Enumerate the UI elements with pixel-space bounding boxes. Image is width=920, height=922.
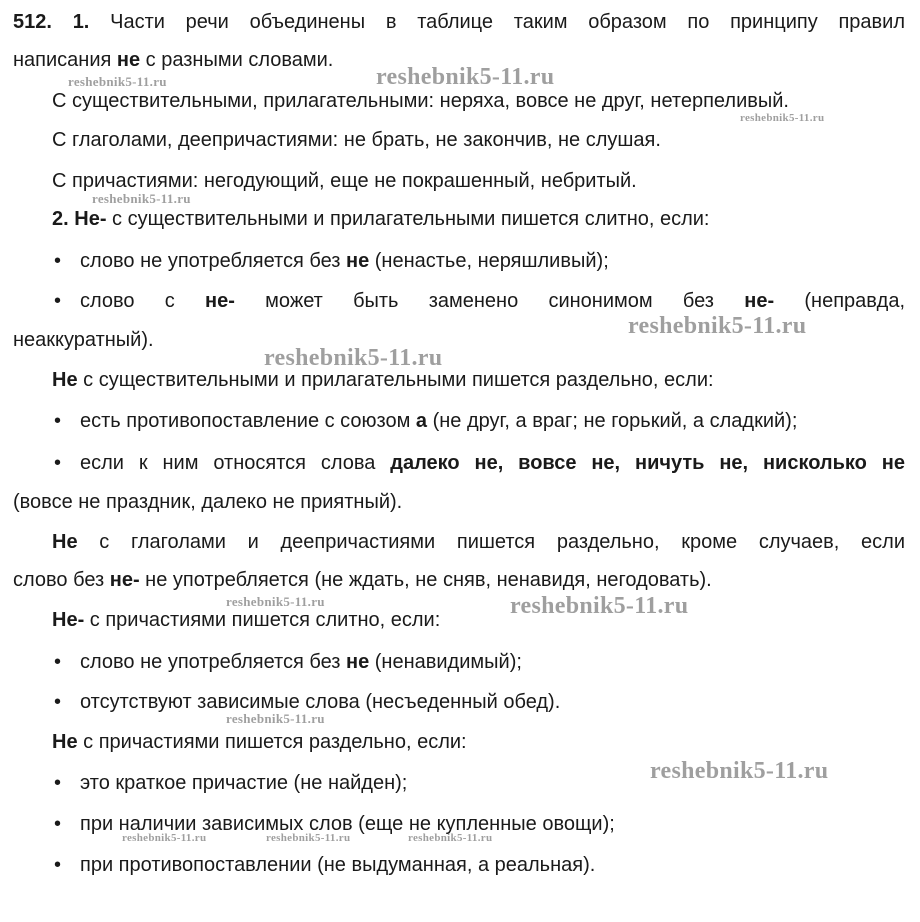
watermark: reshebnik5-11.ru bbox=[266, 832, 351, 844]
watermark: reshebnik5-11.ru bbox=[122, 832, 207, 844]
rule-heading-1: 2. Не- с существительными и прилагательными пишется слитно, если: bbox=[52, 208, 710, 230]
bullet-dot: • bbox=[54, 452, 62, 474]
watermark: reshebnik5-11.ru bbox=[376, 64, 555, 90]
row-participles: С причастиями: негодующий, еще не покрашенный, небритый. bbox=[52, 170, 637, 192]
watermark: reshebnik5-11.ru bbox=[92, 191, 191, 206]
watermark: reshebnik5-11.ru bbox=[264, 345, 443, 371]
rule-heading-3: Не с глаголами и деепричастиями пишется раздельно, кроме случаев, если bbox=[52, 531, 906, 553]
watermark: reshebnik5-11.ru bbox=[68, 74, 167, 89]
watermark: reshebnik5-11.ru bbox=[408, 832, 493, 844]
task-number: 512. bbox=[13, 11, 52, 33]
watermark: reshebnik5-11.ru bbox=[226, 594, 325, 609]
bullet-dot: • bbox=[54, 772, 62, 794]
rule-heading-4: Не- с причастиями пишется слитно, если: bbox=[52, 609, 441, 631]
bullet-dot: • bbox=[54, 813, 62, 835]
watermark: reshebnik5-11.ru bbox=[628, 313, 807, 339]
bullet-dot: • bbox=[54, 290, 62, 312]
watermark: reshebnik5-11.ru bbox=[650, 758, 829, 784]
bullet-dot: • bbox=[54, 854, 62, 876]
rule-heading-5: Не с причастиями пишется раздельно, если: bbox=[52, 731, 467, 753]
bullet-dot: • bbox=[54, 691, 62, 713]
bullet-dot: • bbox=[54, 250, 62, 272]
rule-heading-3-continuation: слово без не- не употребляется (не ждать, не сняв, ненавидя, негодовать). bbox=[13, 569, 712, 591]
bullet-item-4-continuation: (вовсе не праздник, далеко не приятный). bbox=[13, 491, 403, 513]
intro-text-a: Части речи объединены в таблице таким образом по принципу правил bbox=[110, 11, 906, 33]
row-verbs: С глаголами, деепричастиями: не брать, не закончив, не слушая. bbox=[52, 129, 661, 151]
watermark: reshebnik5-11.ru bbox=[740, 112, 825, 124]
rule-heading-2: Не с существительными и прилагательными пишется раздельно, если: bbox=[52, 369, 714, 391]
task-intro-line-2: написания не с разными словами. bbox=[13, 49, 334, 71]
bullet-item-2-continuation: неаккуратный). bbox=[13, 329, 154, 351]
bullet-dot: • bbox=[54, 410, 62, 432]
task-intro-line-1 bbox=[13, 10, 905, 34]
row-nouns-adjectives: С существительными, прилагательными: неряха, вовсе не друг, нетерпеливый. bbox=[52, 90, 789, 112]
watermark: reshebnik5-11.ru bbox=[226, 711, 325, 726]
bullet-dot: • bbox=[54, 651, 62, 673]
part-1-number: 1. bbox=[72, 11, 90, 33]
watermark: reshebnik5-11.ru bbox=[510, 593, 689, 619]
